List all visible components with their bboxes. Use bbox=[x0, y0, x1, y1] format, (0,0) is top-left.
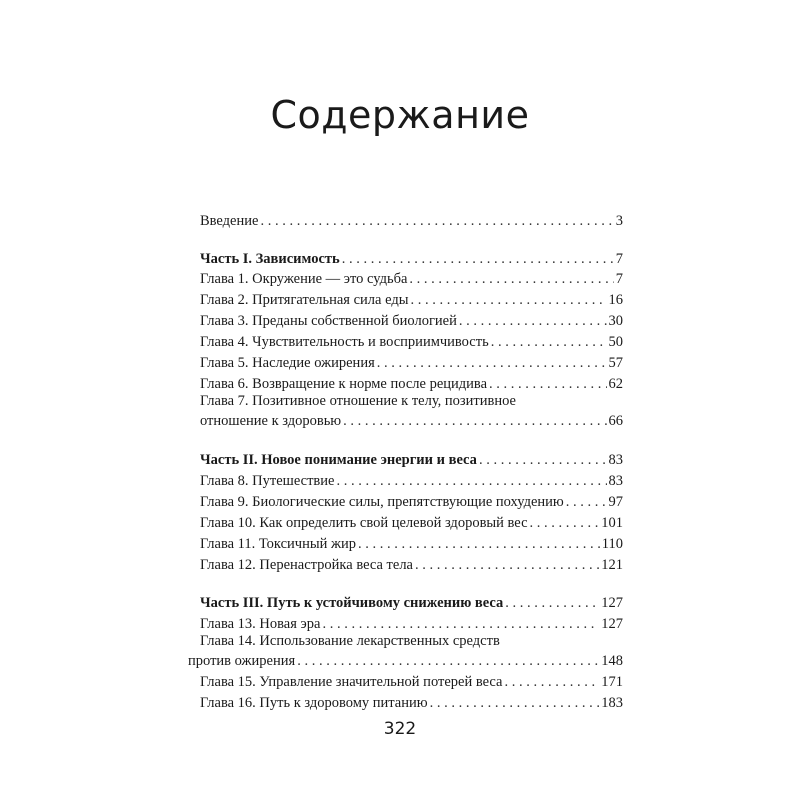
toc-entry-page: 171 bbox=[601, 674, 623, 690]
toc-chapter-1[interactable] bbox=[200, 269, 623, 289]
toc-chapter-2[interactable] bbox=[200, 290, 623, 310]
toc-leader-dots bbox=[377, 353, 607, 373]
toc-leader-dots bbox=[566, 492, 607, 512]
toc-entry-page: 50 bbox=[608, 334, 623, 350]
toc-leader-dots bbox=[342, 249, 614, 269]
toc-entry-label: Глава 15. Управление значительной потерей веса bbox=[200, 674, 503, 690]
toc-entry-page: 7 bbox=[615, 251, 623, 267]
toc-entry-label: против ожирения bbox=[188, 653, 296, 669]
toc-chapter-14[interactable] bbox=[188, 651, 623, 671]
toc-chapter-9[interactable] bbox=[200, 492, 623, 512]
toc-leader-dots bbox=[430, 693, 600, 713]
toc-chapter-3[interactable] bbox=[200, 311, 623, 331]
toc-leader-dots bbox=[410, 290, 606, 310]
toc-entry-page: 110 bbox=[601, 536, 623, 552]
toc-leader-dots bbox=[491, 332, 607, 352]
toc-entry-page: 101 bbox=[601, 515, 623, 531]
toc-part-3[interactable] bbox=[200, 593, 623, 613]
toc-entry-label: Глава 8. Путешествие bbox=[200, 473, 335, 489]
toc-entry-label: Глава 6. Возвращение к норме после рецидива bbox=[200, 376, 488, 392]
toc-entry-page: 30 bbox=[608, 313, 623, 329]
toc-chapter-12[interactable] bbox=[200, 555, 623, 575]
toc-chapter-11[interactable] bbox=[200, 534, 623, 554]
toc-part-label: Часть III. Путь к устойчивому снижению веса bbox=[200, 595, 504, 611]
toc-entry-label: Глава 10. Как определить свой целевой здоровый вес bbox=[200, 515, 528, 531]
toc-entry-page: 127 bbox=[601, 595, 623, 611]
toc-leader-dots bbox=[297, 651, 599, 671]
toc-leader-dots bbox=[358, 534, 600, 554]
toc-leader-dots bbox=[505, 593, 599, 613]
toc-entry-page: 83 bbox=[608, 473, 623, 489]
toc-entry-label: Глава 5. Наследие ожирения bbox=[200, 355, 375, 371]
toc-entry-label: Глава 16. Путь к здоровому питанию bbox=[200, 695, 428, 711]
toc-part-label: Часть I. Зависимость bbox=[200, 251, 340, 267]
toc-entry-label: Глава 9. Биологические силы, препятствующие похудению bbox=[200, 494, 564, 510]
toc-chapter-15[interactable] bbox=[200, 672, 623, 692]
toc-entry-page: 62 bbox=[608, 376, 623, 392]
toc-leader-dots bbox=[260, 211, 613, 231]
toc-leader-dots bbox=[415, 555, 599, 575]
toc-entry-label: отношение к здоровью bbox=[200, 413, 342, 429]
toc-entry-label: Глава 1. Окружение — это судьба bbox=[200, 271, 408, 287]
toc-entry-label: Глава 13. Новая эра bbox=[200, 616, 321, 632]
page-title: Содержание bbox=[270, 93, 530, 138]
toc-entry-label: Глава 3. Преданы собственной биологией bbox=[200, 313, 457, 329]
toc-entry-page: 183 bbox=[601, 695, 623, 711]
toc-leader-dots bbox=[343, 411, 606, 431]
toc-leader-dots bbox=[479, 450, 607, 470]
toc-entry-intro[interactable] bbox=[200, 211, 623, 231]
toc-entry-page: 97 bbox=[608, 494, 623, 510]
toc-entry-page: 127 bbox=[601, 616, 623, 632]
toc-entry-label: Глава 4. Чувствительность и восприимчивость bbox=[200, 334, 489, 350]
toc-entry-page: 57 bbox=[608, 355, 623, 371]
toc-chapter-10[interactable] bbox=[200, 513, 623, 533]
toc-entry-label: Глава 2. Притягательная сила еды bbox=[200, 292, 409, 308]
toc-entry-page: 7 bbox=[615, 271, 623, 287]
toc-leader-dots bbox=[530, 513, 600, 533]
toc-chapter-14-line1[interactable]: Глава 14. Использование лекарственных средств bbox=[200, 633, 500, 649]
toc-part-1[interactable] bbox=[200, 249, 623, 269]
toc-part-label: Часть II. Новое понимание энергии и веса bbox=[200, 452, 477, 468]
toc-chapter-16[interactable] bbox=[200, 693, 623, 713]
toc-chapter-5[interactable] bbox=[200, 353, 623, 373]
toc-chapter-7-line1[interactable]: Глава 7. Позитивное отношение к телу, позитивное bbox=[200, 393, 516, 409]
toc-leader-dots bbox=[409, 269, 613, 289]
toc-entry-page: 83 bbox=[608, 452, 623, 468]
toc-leader-dots bbox=[336, 471, 606, 491]
page-number: 322 bbox=[383, 719, 417, 739]
toc-entry-page: 3 bbox=[615, 213, 623, 229]
toc-entry-page: 16 bbox=[608, 292, 623, 308]
toc-entry-label: Глава 11. Токсичный жир bbox=[200, 536, 356, 552]
toc-leader-dots bbox=[504, 672, 599, 692]
toc-leader-dots bbox=[459, 311, 607, 331]
toc-entry-page: 148 bbox=[601, 653, 623, 669]
toc-chapter-4[interactable] bbox=[200, 332, 623, 352]
toc-part-2[interactable] bbox=[200, 450, 623, 470]
toc-chapter-8[interactable] bbox=[200, 471, 623, 491]
toc-entry-page: 66 bbox=[608, 413, 623, 429]
toc-entry-label: Глава 12. Перенастройка веса тела bbox=[200, 557, 413, 573]
toc-entry-label: Введение bbox=[200, 213, 259, 229]
toc-entry-page: 121 bbox=[601, 557, 623, 573]
toc-chapter-7[interactable] bbox=[200, 411, 623, 431]
